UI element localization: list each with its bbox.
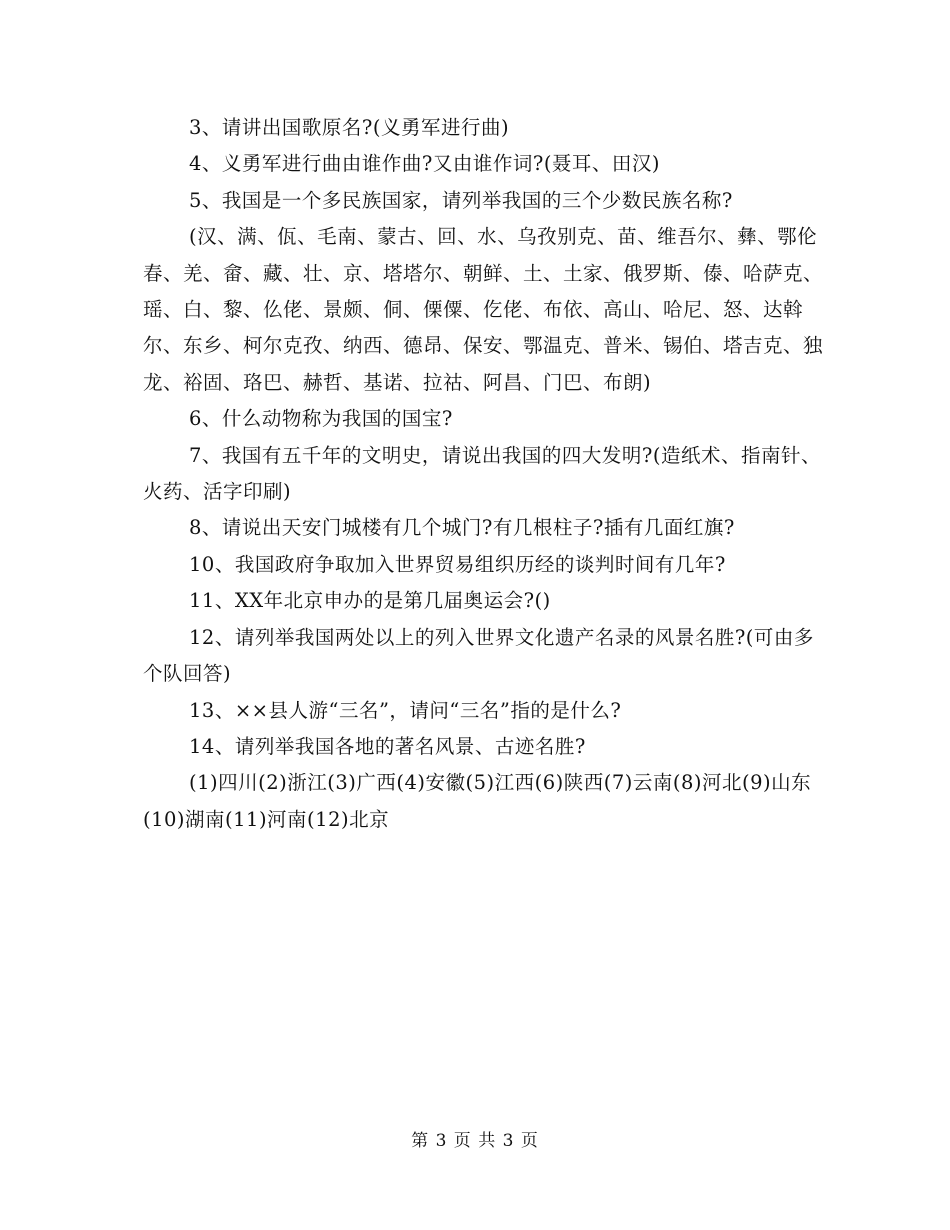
question-4: 4、义勇军进行曲由谁作曲?又由谁作词?(聂耳、田汉) — [189, 152, 661, 176]
page-number-footer: 第 3 页 共 3 页 — [411, 1131, 539, 1151]
question-14: 14、请列举我国各地的著名风景、古迹名胜? — [189, 734, 586, 758]
question-12: 12、请列举我国两处以上的列入世界文化遗产名录的风景名胜?(可由多个队回答) — [143, 625, 814, 686]
question-8: 8、请说出天安门城楼有几个城门?有几根柱子?插有几面红旗? — [189, 516, 735, 540]
answer-5-ethnic-groups: (汉、满、佤、毛南、蒙古、回、水、乌孜别克、苗、维吾尔、彝、鄂伦春、羌、畲、藏、壮、京、塔塔尔、朝鲜、土、土家、俄罗斯、傣、哈萨克、瑶、白、黎、仫佬、景颇、侗、傈僳、仡佬、布依、高山、哈尼、怒、达斡尔、东乡、柯尔克孜、纳西、德昂、保安、鄂温克、普米、锡伯、塔吉克、独龙、裕固、珞巴、赫哲、基诺、拉祜、阿昌、门巴、布朗) — [143, 225, 824, 394]
question-3: 3、请讲出国歌原名?(义勇军进行曲) — [189, 116, 510, 139]
question-13: 13、××县人游“三名”，请问“三名”指的是什么? — [189, 698, 622, 722]
document-body — [143, 110, 823, 838]
question-7: 7、我国有五千年的文明史，请说出我国的四大发明?(造纸术、指南针、火药、活字印刷) — [143, 443, 821, 504]
question-6: 6、什么动物称为我国的国宝? — [189, 407, 453, 431]
question-11: 11、XX年北京申办的是第几届奥运会?() — [189, 589, 551, 613]
question-5: 5、我国是一个多民族国家，请列举我国的三个少数民族名称? — [189, 188, 733, 212]
question-10: 10、我国政府争取加入世界贸易组织历经的谈判时间有几年? — [189, 552, 726, 576]
answer-14-provinces: (1)四川(2)浙江(3)广西(4)安徽(5)江西(6)陕西(7)云南(8)河北(9)山东(10)湖南(11)河南(12)北京 — [143, 771, 812, 831]
